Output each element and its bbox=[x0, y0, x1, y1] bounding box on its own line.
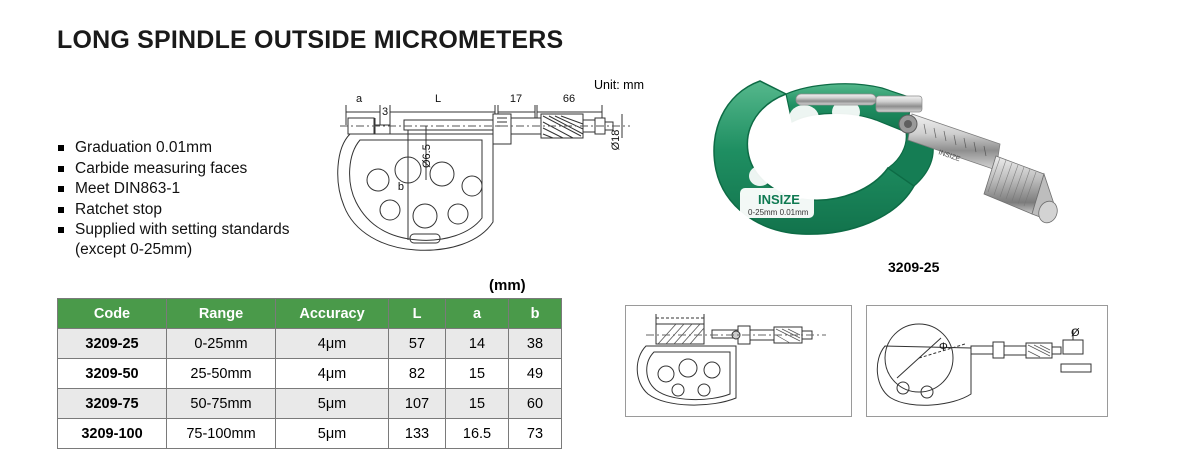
cell-range: 25-50mm bbox=[167, 359, 276, 389]
dim-b-label: b bbox=[397, 181, 404, 193]
product-photo bbox=[700, 36, 1060, 266]
cell-range: 75-100mm bbox=[167, 419, 276, 449]
unit-note: Unit: mm bbox=[594, 78, 644, 92]
list-item-label: Carbide measuring faces bbox=[75, 159, 248, 177]
svg-text:INSIZE: INSIZE bbox=[758, 192, 800, 207]
application-diagram-right bbox=[866, 305, 1108, 417]
page-title: LONG SPINDLE OUTSIDE MICROMETERS bbox=[57, 26, 564, 54]
table-row bbox=[58, 359, 562, 389]
square-bullet-icon bbox=[58, 186, 64, 192]
cell-accuracy: 5μm bbox=[276, 389, 389, 419]
table-row bbox=[58, 389, 562, 419]
column-header-a: a bbox=[446, 299, 509, 329]
list-item bbox=[58, 200, 358, 220]
dim-3-label: 3 bbox=[382, 106, 389, 118]
cell-b: 38 bbox=[509, 329, 562, 359]
cell-l: 82 bbox=[389, 359, 446, 389]
list-item-sublabel: (except 0-25mm) bbox=[75, 240, 193, 258]
dim-17-label: 17 bbox=[509, 93, 523, 105]
cell-a: 14 bbox=[446, 329, 509, 359]
cell-a: 15 bbox=[446, 389, 509, 419]
column-header-range: Range bbox=[167, 299, 276, 329]
cell-b: 60 bbox=[509, 389, 562, 419]
schematic-drawing bbox=[330, 70, 660, 270]
table-row bbox=[58, 419, 562, 449]
cell-code: 3209-25 bbox=[58, 329, 167, 359]
cell-l: 57 bbox=[389, 329, 446, 359]
brand-plate bbox=[740, 188, 814, 218]
dim-dia65-label: Ø6.5 bbox=[421, 144, 433, 168]
cell-accuracy: 4μm bbox=[276, 359, 389, 389]
square-bullet-icon bbox=[58, 207, 64, 213]
svg-text:0-25mm 0.01mm: 0-25mm 0.01mm bbox=[748, 208, 809, 217]
list-item-label: Graduation 0.01mm bbox=[75, 139, 212, 156]
cell-a: 15 bbox=[446, 359, 509, 389]
cell-range: 0-25mm bbox=[167, 329, 276, 359]
cell-accuracy: 4μm bbox=[276, 329, 389, 359]
cell-range: 50-75mm bbox=[167, 389, 276, 419]
column-header-code: Code bbox=[58, 299, 167, 329]
list-item bbox=[58, 159, 358, 179]
spec-table bbox=[57, 298, 562, 449]
list-item bbox=[58, 220, 358, 259]
list-item-label: Supplied with setting standards bbox=[75, 221, 290, 238]
cell-b: 73 bbox=[509, 419, 562, 449]
dim-66-label: 66 bbox=[562, 93, 576, 105]
cell-code: 3209-50 bbox=[58, 359, 167, 389]
column-header-b: b bbox=[509, 299, 562, 329]
cell-accuracy: 5μm bbox=[276, 419, 389, 449]
square-bullet-icon bbox=[58, 145, 64, 151]
cell-l: 133 bbox=[389, 419, 446, 449]
square-bullet-icon bbox=[58, 227, 64, 233]
dim-a-label: a bbox=[355, 93, 363, 105]
cell-l: 107 bbox=[389, 389, 446, 419]
phi-label-left: Φ bbox=[939, 341, 948, 353]
application-diagram-left bbox=[625, 305, 852, 417]
table-header-row bbox=[58, 299, 562, 329]
cell-code: 3209-75 bbox=[58, 389, 167, 419]
column-header-accuracy: Accuracy bbox=[276, 299, 389, 329]
feature-list bbox=[58, 138, 358, 260]
dim-L-label: L bbox=[434, 93, 442, 105]
svg-text:INSIZE: INSIZE bbox=[937, 149, 961, 164]
table-unit-label: (mm) bbox=[489, 277, 526, 294]
list-item bbox=[58, 179, 358, 199]
cell-a: 16.5 bbox=[446, 419, 509, 449]
list-item-label: Ratchet stop bbox=[75, 200, 163, 218]
dim-dia18-label: Ø18 bbox=[610, 129, 622, 151]
photo-caption: 3209-25 bbox=[888, 259, 940, 275]
cell-b: 49 bbox=[509, 359, 562, 389]
table-row bbox=[58, 329, 562, 359]
phi-label-right: Ø bbox=[1071, 327, 1080, 339]
spindle bbox=[796, 94, 876, 105]
column-header-l: L bbox=[389, 299, 446, 329]
square-bullet-icon bbox=[58, 166, 64, 172]
list-item bbox=[58, 138, 358, 158]
cell-code: 3209-100 bbox=[58, 419, 167, 449]
list-item-label: Meet DIN863-1 bbox=[75, 180, 181, 197]
